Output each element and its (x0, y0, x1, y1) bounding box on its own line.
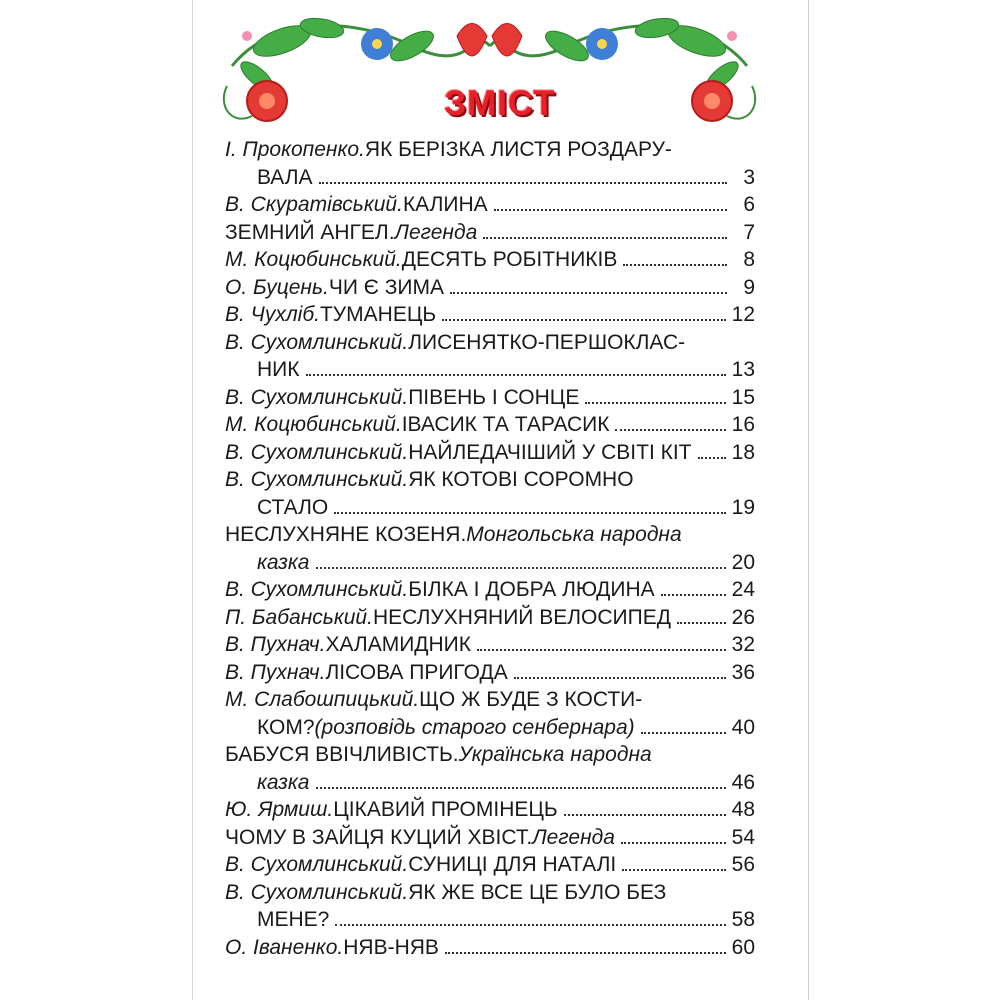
entry-title: ДЕСЯТЬ РОБІТНИКІВ (401, 248, 618, 271)
entry-page: 6 (743, 193, 755, 216)
entry-page: 46 (731, 770, 755, 794)
entry-subtitle-continuation: казка (257, 550, 310, 574)
entry-author: В. Скуратівський. (225, 193, 403, 216)
dot-leader (623, 264, 727, 266)
toc-entry[interactable] (225, 191, 755, 219)
entry-title: ПІВЕНЬ І СОНЦЕ (408, 385, 580, 409)
dot-leader (615, 429, 725, 431)
entry-title: КАЛИНА (402, 193, 488, 216)
entry-title: ЦІКАВИЙ ПРОМІНЕЦЬ (333, 798, 558, 821)
dot-leader (335, 924, 725, 926)
toc-entry[interactable] (225, 136, 755, 164)
entry-page: 19 (731, 495, 755, 519)
toc-entry[interactable] (225, 851, 755, 879)
entry-page: 56 (731, 853, 755, 876)
toc-entry[interactable] (225, 274, 755, 302)
entry-author: В. Пухнач. (225, 633, 326, 656)
toc-entry[interactable] (225, 219, 755, 247)
entry-author: М. Слабошпицький. (225, 688, 420, 711)
entry-title: НАЙЛЕДАЧІШИЙ У СВІТІ КІТ (408, 440, 692, 464)
entry-page: 9 (743, 275, 755, 299)
entry-subtitle: Легенда (394, 220, 478, 244)
entry-title: ХАЛАМИДНИК (325, 633, 472, 656)
dot-leader (483, 237, 727, 239)
toc-entry-continuation[interactable] (225, 906, 755, 934)
entry-author: О. Іваненко. (225, 935, 344, 959)
entry-title-continuation: НИК (257, 358, 300, 381)
entry-author: В. Сухомлинський. (225, 880, 409, 904)
entry-page: 48 (731, 798, 755, 821)
entry-page: 3 (743, 165, 755, 189)
entry-title: НЕСЛУХНЯНЕ КОЗЕНЯ. (225, 523, 467, 546)
entry-author: В. Сухомлинський. (225, 385, 409, 409)
entry-title: ЯК БЕРІЗКА ЛИСТЯ РОЗДАРУ- (364, 138, 672, 161)
toc-entry[interactable] (225, 604, 755, 632)
entry-page: 7 (743, 220, 755, 244)
entry-page: 20 (731, 550, 755, 574)
entry-page: 13 (731, 358, 755, 381)
entry-title: БІЛКА І ДОБРА ЛЮДИНА (408, 578, 655, 601)
toc-entry[interactable] (225, 879, 755, 907)
dot-leader (585, 402, 725, 404)
toc-entry[interactable] (225, 659, 755, 687)
entry-title-continuation: КОМ? (257, 715, 315, 739)
toc-entry[interactable] (225, 384, 755, 412)
entry-page: 58 (731, 908, 755, 931)
entry-title-continuation: ВАЛА (257, 165, 313, 189)
entry-title: ЯК ЖЕ ВСЕ ЦЕ БУЛО БЕЗ (408, 880, 667, 904)
entry-page: 54 (731, 825, 755, 849)
toc-entry[interactable] (225, 631, 755, 659)
entry-author: В. Чухліб. (225, 303, 320, 326)
entry-title: СУНИЦІ ДЛЯ НАТАЛІ (408, 853, 617, 876)
entry-title: ТУМАНЕЦЬ (319, 303, 437, 326)
dot-leader (514, 677, 726, 679)
entry-title: БАБУСЯ ВВІЧЛИВІСТЬ. (225, 743, 459, 766)
entry-title: ЛИСЕНЯТКО-ПЕРШОКЛАС- (408, 330, 686, 354)
entry-title: НЯВ-НЯВ (343, 935, 439, 959)
toc-entry[interactable] (225, 411, 755, 439)
toc-entry[interactable] (225, 329, 755, 357)
dot-leader (477, 649, 726, 651)
entry-title-continuation: МЕНЕ? (257, 908, 330, 931)
entry-page: 26 (731, 605, 755, 629)
entry-subtitle: Монгольська народна (466, 523, 682, 546)
dot-leader (661, 594, 726, 596)
entry-title: ЯК КОТОВІ СОРОМНО (408, 468, 634, 491)
dot-leader (450, 292, 727, 294)
dot-leader (445, 952, 726, 954)
entry-page: 16 (731, 413, 755, 436)
entry-page: 12 (731, 303, 755, 326)
entry-title: ЗЕМНИЙ АНГЕЛ. (225, 220, 395, 244)
toc-entry[interactable] (225, 301, 755, 329)
table-of-contents (225, 136, 755, 961)
entry-title: ЛІСОВА ПРИГОДА (325, 660, 508, 684)
toc-entry-continuation[interactable] (225, 769, 755, 797)
toc-entry-continuation[interactable] (225, 714, 755, 742)
entry-author: В. Сухомлинський. (225, 853, 409, 876)
entry-author: Ю. Ярмиш. (225, 798, 334, 821)
dot-leader (316, 567, 726, 569)
page-title: ЗМІСТ (444, 84, 556, 123)
entry-page: 60 (731, 935, 755, 959)
toc-entry[interactable] (225, 824, 755, 852)
entry-author: В. Сухомлинський. (225, 440, 409, 464)
entry-page: 36 (731, 660, 755, 684)
entry-page: 32 (731, 633, 755, 656)
dot-leader (564, 814, 726, 816)
toc-entry[interactable] (225, 576, 755, 604)
entry-title: ЩО Ж БУДЕ З КОСТИ- (419, 688, 643, 711)
toc-entry[interactable] (225, 466, 755, 494)
entry-author: В. Пухнач. (225, 660, 326, 684)
toc-entry[interactable] (225, 686, 755, 714)
toc-entry-continuation[interactable] (225, 164, 755, 192)
toc-entry[interactable] (225, 439, 755, 467)
toc-entry[interactable] (225, 741, 755, 769)
entry-author: М. Коцюбинський. (225, 413, 402, 436)
entry-author: О. Буцень. (225, 275, 329, 299)
entry-page: 40 (731, 715, 755, 739)
entry-subtitle-continuation: (розповідь старого сенбернара) (314, 715, 635, 739)
entry-title: ЧИ Є ЗИМА (328, 275, 444, 299)
entry-page: 18 (731, 440, 755, 464)
entry-page: 8 (743, 248, 755, 271)
dot-leader (442, 319, 726, 321)
entry-title: ЧОМУ В ЗАЙЦЯ КУЦИЙ ХВІСТ. (225, 825, 533, 849)
entry-author: П. Бабанський. (225, 605, 373, 629)
dot-leader (698, 457, 726, 459)
entry-title: ІВАСИК ТА ТАРАСИК (401, 413, 610, 436)
dot-leader (494, 209, 727, 211)
dot-leader (641, 732, 726, 734)
toc-entry[interactable] (225, 246, 755, 274)
entry-page: 24 (731, 578, 755, 601)
toc-entry[interactable] (225, 796, 755, 824)
dot-leader (334, 512, 725, 514)
dot-leader (316, 787, 726, 789)
entry-author: В. Сухомлинський. (225, 330, 409, 354)
dot-leader (306, 374, 726, 376)
red-flower-icon (457, 24, 522, 57)
entry-author: М. Коцюбинський. (225, 248, 402, 271)
entry-subtitle: Легенда (532, 825, 615, 849)
dot-leader (622, 869, 725, 871)
dot-leader (621, 842, 726, 844)
toc-entry-continuation[interactable] (225, 356, 755, 384)
toc-entry[interactable] (225, 521, 755, 549)
entry-page: 15 (731, 385, 755, 409)
entry-author: В. Сухомлинський. (225, 578, 409, 601)
entry-author: І. Прокопенко. (225, 138, 365, 161)
entry-author: В. Сухомлинський. (225, 468, 409, 491)
toc-entry-continuation[interactable] (225, 494, 755, 522)
entry-title-continuation: СТАЛО (257, 495, 329, 519)
entry-subtitle: Українська народна (458, 743, 652, 766)
dot-leader (677, 622, 726, 624)
toc-entry[interactable] (225, 934, 755, 962)
dot-leader (319, 182, 727, 184)
entry-subtitle-continuation: казка (257, 770, 310, 794)
entry-title: НЕСЛУХНЯНИЙ ВЕЛОСИПЕД (372, 605, 671, 629)
toc-entry-continuation[interactable] (225, 549, 755, 577)
